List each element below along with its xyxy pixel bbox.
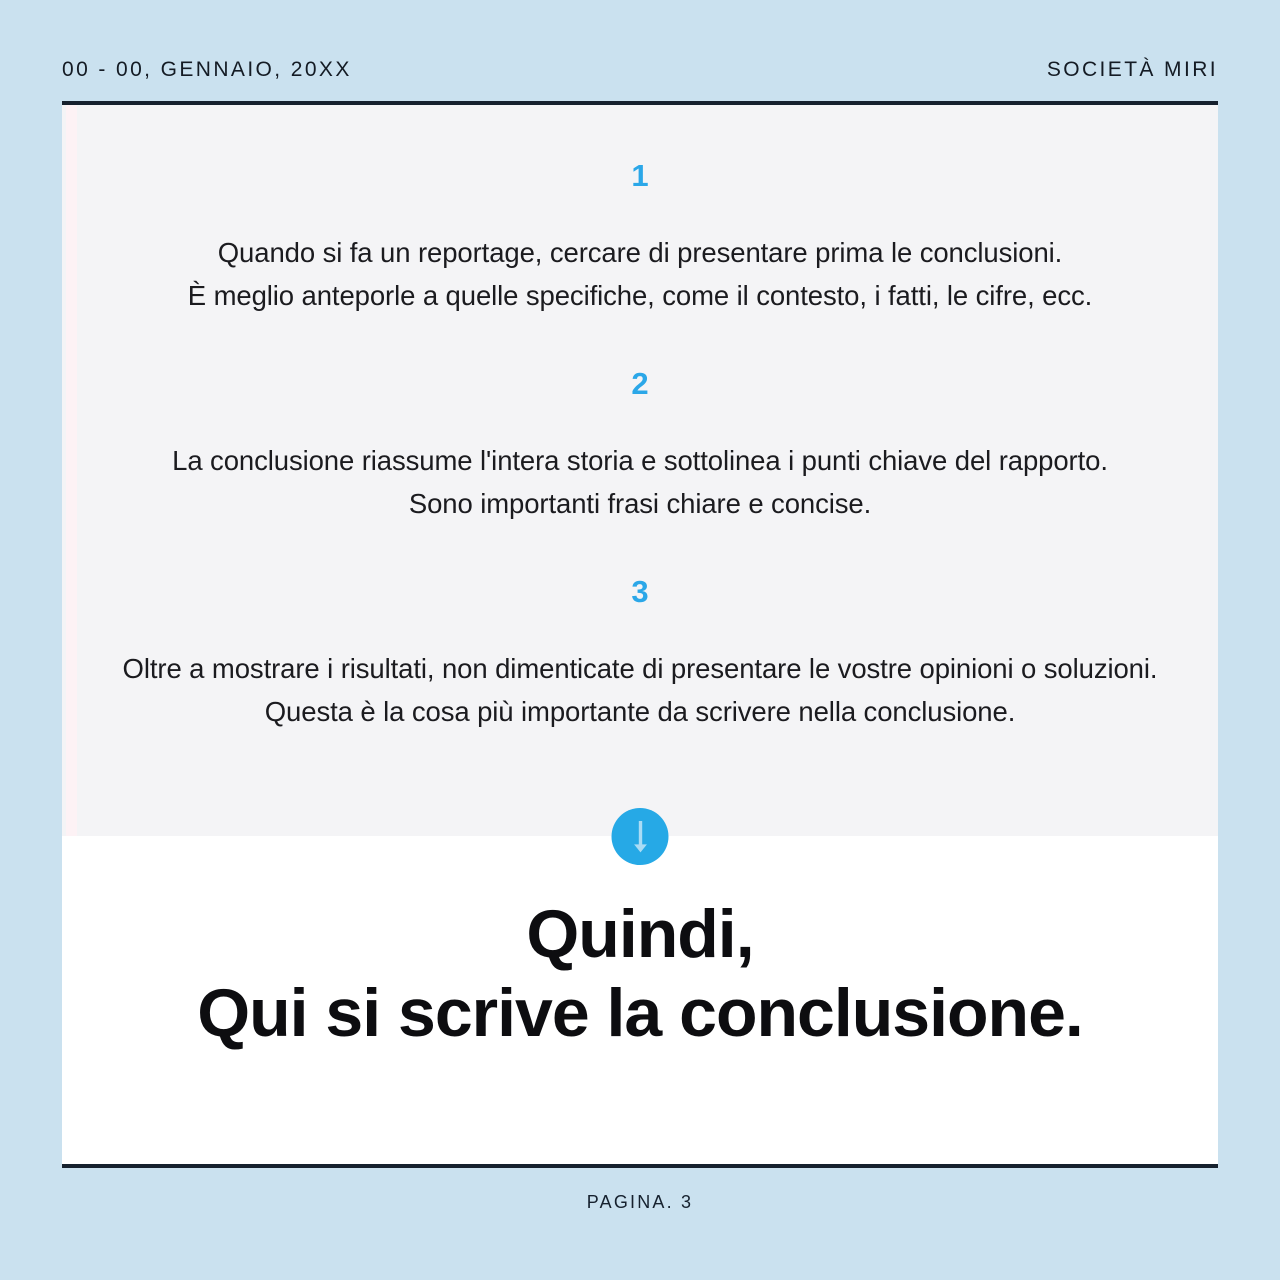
footer-divider-rule bbox=[62, 1164, 1218, 1168]
header-brand: SOCIETÀ MIRI bbox=[1046, 58, 1218, 81]
header-date: 00 - 00, GENNAIO, 20XX bbox=[62, 58, 352, 81]
slide-header bbox=[62, 48, 1218, 92]
section-item bbox=[62, 365, 1218, 526]
section-line: È meglio anteporle a quelle specifiche, come il contesto, i fatti, le cifre, ecc. bbox=[187, 280, 1093, 312]
slide-footer bbox=[0, 1192, 1280, 1213]
conclusion-block bbox=[62, 895, 1218, 1053]
section-number: 2 bbox=[631, 365, 649, 401]
section-line: La conclusione riassume l'intera storia e sottolinea i punti chiave del rapporto. bbox=[172, 444, 1108, 476]
section-line: Oltre a mostrare i risultati, non dimenticate di presentare le vostre opinioni o soluzioni. bbox=[122, 652, 1158, 684]
section-line: Quando si fa un reportage, cercare di presentare prima le conclusioni. bbox=[217, 237, 1063, 268]
section-item bbox=[62, 573, 1218, 734]
numbered-sections bbox=[62, 105, 1218, 734]
section-line: Questa è la cosa più importante da scrivere nella conclusione. bbox=[264, 696, 1016, 728]
section-line: Sono importanti frasi chiare e concise. bbox=[408, 488, 872, 520]
section-number: 3 bbox=[631, 573, 649, 609]
section-number: 1 bbox=[631, 158, 649, 193]
arrow-down-icon bbox=[632, 820, 648, 854]
section-item bbox=[62, 160, 1218, 318]
content-card bbox=[62, 105, 1218, 1164]
arrow-down-badge bbox=[612, 808, 669, 865]
conclusion-line-2: Qui si scrive la conclusione. bbox=[197, 974, 1083, 1051]
conclusion-line-1: Quindi, bbox=[526, 896, 754, 972]
page-number-label: PAGINA. 3 bbox=[586, 1192, 694, 1212]
